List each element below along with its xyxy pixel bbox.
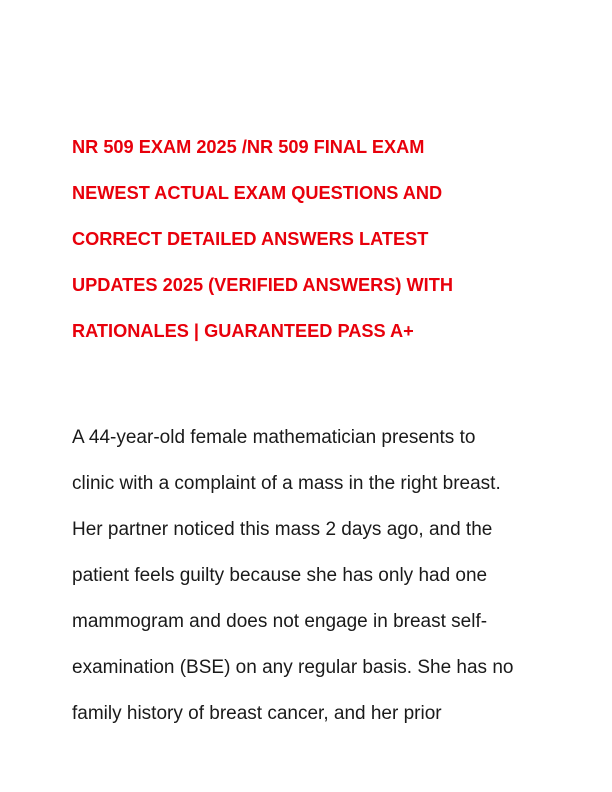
title-line: CORRECT DETAILED ANSWERS LATEST — [72, 229, 429, 249]
paragraph-line: Her partner noticed this mass 2 days ago, and the — [72, 519, 493, 540]
title-line: NEWEST ACTUAL EXAM QUESTIONS AND — [72, 183, 443, 203]
paragraph-line: patient feels guilty because she has only had one — [72, 565, 488, 586]
paragraph-line: clinic with a complaint of a mass in the right breast. — [72, 473, 501, 494]
question-paragraph — [72, 415, 552, 737]
title-line: NR 509 EXAM 2025 /NR 509 FINAL EXAM — [72, 137, 425, 157]
paragraph-line: mammogram and does not engage in breast self- — [72, 611, 488, 632]
title-line: RATIONALES | GUARANTEED PASS A+ — [72, 321, 414, 341]
paragraph-line: examination (BSE) on any regular basis. She has no — [72, 657, 514, 678]
document-title — [72, 124, 552, 354]
title-line: UPDATES 2025 (VERIFIED ANSWERS) WITH — [72, 275, 453, 295]
paragraph-line: A 44-year-old female mathematician presents to — [72, 427, 476, 448]
paragraph-line: family history of breast cancer, and her prior — [72, 703, 442, 724]
